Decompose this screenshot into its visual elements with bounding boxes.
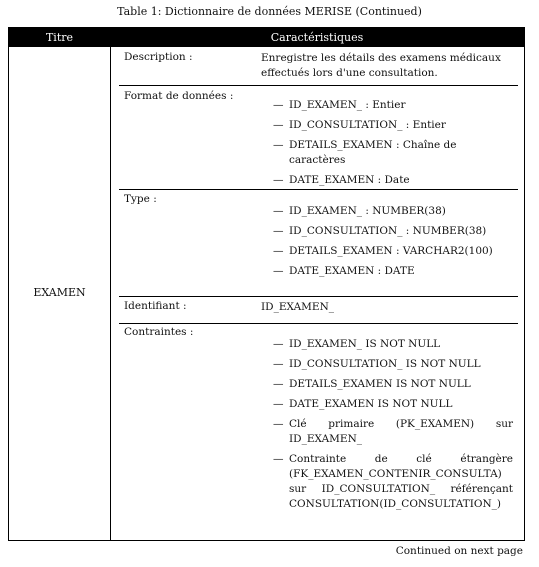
format-list [273,98,513,193]
list-item: — ID_CONSULTATION_ IS NOT NULL [273,357,513,372]
header-caracteristiques: Caractéristiques [270,31,364,44]
row-separator [119,296,518,297]
type-label: Type : [124,193,157,205]
row-type [111,189,524,296]
list-item: — Contrainte de clé étrangère (FK_EXAMEN_CONTENIR_CONSULTA) sur ID_CONSULTATION_ référençant CONSULTATION(ID_CONSULTATION_) [273,452,513,512]
continued-note: Continued on next page [395,545,523,557]
list-item: — Clé primaire (PK_EXAMEN) sur ID_EXAMEN_ [273,417,513,447]
identifiant-label: Identifiant : [124,300,187,312]
identifiant-value: ID_EXAMEN_ [261,301,335,313]
list-item: — DETAILS_EXAMEN : Chaîne de caractères [273,138,513,168]
table-header [9,28,524,47]
row-description [111,47,524,85]
list-item: — DATE_EXAMEN : Date [273,173,513,188]
list-item: — ID_EXAMEN_ : NUMBER(38) [273,204,513,219]
list-item: — DETAILS_EXAMEN IS NOT NULL [273,377,513,392]
description-label: Description : [124,51,193,63]
row-separator [119,323,518,324]
description-value: Enregistre les détails des examens médicaux effectués lors d'une consultation. [261,52,501,79]
contraintes-label: Contraintes : [124,326,194,338]
row-identifiant [111,296,524,323]
row-format [111,85,524,189]
list-item: — DATE_EXAMEN IS NOT NULL [273,397,513,412]
list-item: — ID_CONSULTATION_ : NUMBER(38) [273,224,513,239]
contraintes-list [273,337,513,517]
format-label: Format de données : [124,90,234,102]
row-separator [119,189,518,190]
data-dictionary-table [8,27,525,541]
list-item: — DATE_EXAMEN : DATE [273,264,513,279]
list-item: — DETAILS_EXAMEN : VARCHAR2(100) [273,244,513,259]
row-separator [119,85,518,86]
type-list [273,204,513,284]
list-item: — ID_EXAMEN_ IS NOT NULL [273,337,513,352]
list-item: — ID_EXAMEN_ : Entier [273,98,513,113]
entity-name: EXAMEN [33,286,86,299]
header-titre: Titre [45,31,74,44]
table-caption: Table 1: Dictionnaire de données MERISE (Continued) [117,5,422,18]
row-contraintes [111,323,524,542]
list-item: — ID_CONSULTATION_ : Entier [273,118,513,133]
